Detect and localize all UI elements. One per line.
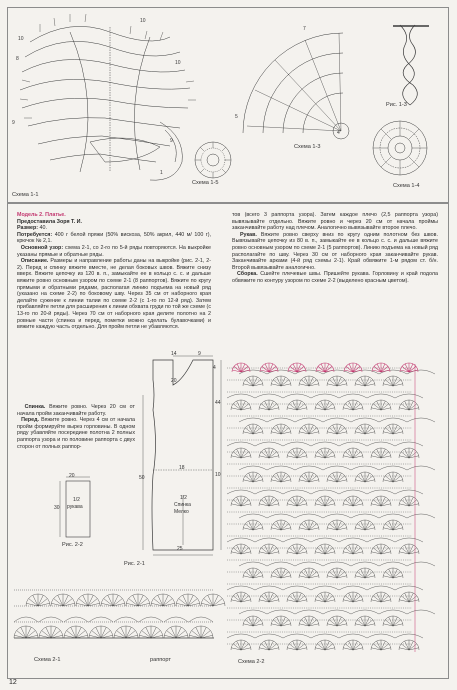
assembly-label: Сборка. [237,271,258,278]
size-value: 40. [39,225,47,232]
dim-50: 50 [139,475,145,481]
svg-text:8: 8 [16,56,19,62]
text-column-right [232,212,438,285]
svg-text:7: 7 [303,26,306,32]
sleeve-half-label: 1/2 [73,497,80,503]
caption-scheme-1-3: Схема 1-3 [294,144,321,150]
sleeve-dim-20: 20 [69,473,75,479]
caption-scheme-1-4: Схема 1-4 [393,183,420,189]
svg-text:10: 10 [18,36,24,42]
scheme-2-2-chart [227,360,427,656]
caption-scheme-1-5: Схема 1-5 [192,180,219,186]
svg-text:1: 1 [160,170,163,176]
front-label: Перед. [21,417,40,424]
back-word-2: Мелко [174,509,189,515]
caption-fig-2-2: Рис. 2-2 [62,542,83,548]
scheme-2-1-chart [14,572,214,650]
svg-text:4: 4 [337,130,340,136]
needs-text: 400 г белой пряжи (50% вискоза, 50% акрил, 440 м/ 100 г), крючок № 2,1. [17,231,211,245]
scheme-1-1-diagram [10,12,210,197]
caption-scheme-1-1: Схема 1-1 [12,192,39,198]
dim-9: 9 [198,351,201,357]
dim-10: 10 [215,472,221,478]
dim-18: 18 [179,465,185,471]
caption-scheme-2-2: Схема 2-2 [238,659,265,665]
caption-fig-1-3: Рис. 1-3 [386,102,407,108]
caption-fig-2-1: Рис. 2-1 [124,561,145,567]
svg-text:9: 9 [170,138,173,144]
caption-scheme-2-1: Схема 2-1 [34,657,61,663]
front-text: Вяжите ровно. Через 4 см от начала пройм формируйте вырез горловины. В одном ряду убавляйте посередине полотна 2 полных раппорта узора и по половине раппорта с двух сторон от полных раппор- [17,417,135,450]
fig-1-3-drawing [385,20,435,110]
description-text: Размеры и направление работы даны на выкройке (рис. 2-1, 2-2). Перед и спинку вяжите вместе, не делая боковых швов. Вяжите снизу вверх. Вяжите цепочку из 120 в. п., замыкайте ее в кольцо с. с. и дальше вяжите ровно основным узором по схеме 2-1 (8 раппортов). Вяжите по кругу прямыми и обратными рядами, располагая линию подъема на новый ряд (указано на схеме 2-2) по боковому шву. Через 35 см от наборного края делайте сужение к линии талии по схеме 2-2 (с 1-го по 12-й ряд). Затем прибавляйте петли для расширения к линии обхвата груди по той же схеме (с 13-го по 20-й ряды). Через 70 см от наборного края делите полотно на 2 ровные части (спинка и перед, пометки можно сделать булавочками) и вяжите каждую часть отдельно. Для пройм петли не убавляются. [17,258,212,331]
size-label: Размер: [17,225,39,232]
page-number: 12 [9,679,17,686]
back-half-label: 1/2 [180,495,187,501]
dress-pattern-drawing [133,355,233,555]
dim-14: 14 [171,351,177,357]
dim-44: 44 [215,400,221,406]
dim-4: 4 [213,365,216,371]
scheme-1-3-diagram [233,18,373,138]
sleeve-dim-30: 30 [54,505,60,511]
sleeve-text: Вяжите ровно сверху вниз по кругу одним полотном без швов. Вывязывайте цепочку из 80 в. п., замыкайте ее в кольцо с. с. и дальше вяжите ровно основным узором по схеме 2-1 (5 раппортов). Линию подъема на новый ряд располагайте по шву. Через 30 см от наборного края заканчивайте рукав. Заканчивайте арками (4-й ряд схемы 2-1). Край обвяжите 1-м рядом ст. б/н. Второй вывязывайте аналогично. [232,231,438,271]
svg-text:10: 10 [175,60,181,66]
svg-text:9: 9 [12,120,15,126]
needs-label: Потребуется: [17,231,53,238]
dim-25: 25 [177,546,183,552]
svg-text:10: 10 [140,18,146,24]
back-label: Спинка. [24,404,46,410]
dim-20: 20 [171,378,177,384]
svg-text:5: 5 [235,114,238,120]
assembly-text: Сшейте плечевые швы. Пришейте рукава. Горловину и край подола обвяжите по контуру узором по схеме 2-2 (выделено красным цветом). [232,271,438,284]
section-divider [7,202,449,203]
pattern-label: Основной узор: [20,244,64,251]
scheme-1-4-diagram [370,118,430,178]
description-label: Описание. [20,258,49,265]
scheme-1-5-diagram [193,140,233,180]
back-word: Спинка [174,502,191,508]
author-line: Предоставила Зоря Т. И. [17,218,83,225]
text-column-left-lower [17,404,135,450]
caption-rapport: раппорт [150,657,171,663]
pattern-text: схема 2-1, со 2-го по 5-й ряды повторяются. На выкройке указаны прямые и обратные ряды. [17,244,211,258]
text-column-left [17,212,211,331]
front-text-continued: тов (всего 3 раппорта узора). Затем каждое плечо (2,5 раппорта узора) вывязывайте отдельно. Вяжите ровно и через 20 см от начала проймы заканчивайте работу над плечом. Аналогично вывязывайте второе плечо. [232,212,438,232]
sleeve-label: Рукав. [239,231,257,238]
model-title: Модель 2. Платье. [17,212,66,218]
back-text: Вяжите ровно. Через 20 см от начала пройм заканчивайте работу. [17,404,135,417]
sleeve-word: рукава [67,504,83,510]
